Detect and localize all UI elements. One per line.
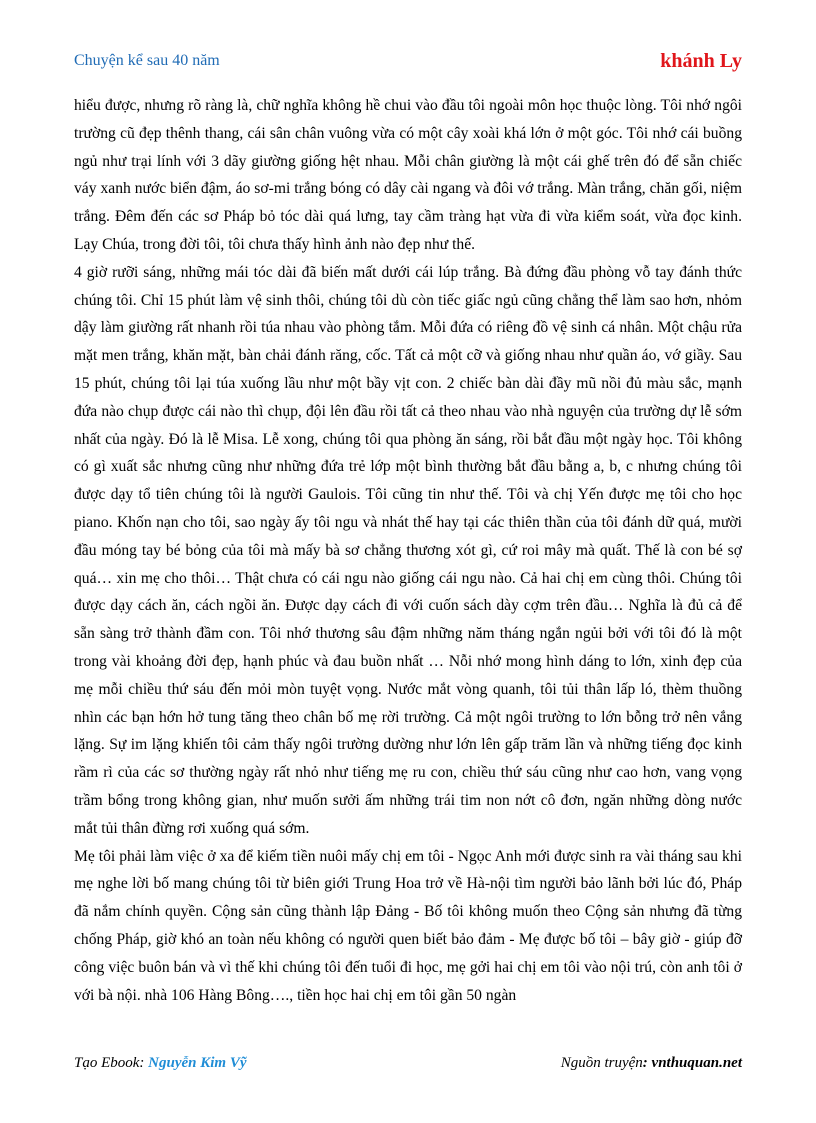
page-header: [74, 50, 742, 78]
page-footer: [74, 1055, 742, 1077]
paragraph: hiểu được, nhưng rõ ràng là, chữ nghĩa không hề chui vào đầu tôi ngoài môn học thuộc lòng. Tôi nhớ ngôi trường cũ đẹp thênh thang, cái sân chân vuông vừa có một cây xoài khá lớn ở một góc. Tôi nhớ cái buồng ngủ như trại lính với 3 dãy giường giống hệt nhau. Mỗi chân giường là một cái ghế trên đó để sẵn chiếc váy xanh nước biển đậm, áo sơ-mi trắng bóng có dây cài ngang và đôi vớ trắng. Màn trắng, chăn gối, niệm trắng. Đêm đến các sơ Pháp bỏ tóc dài quá lưng, tay cầm tràng hạt vừa đi vừa kiểm soát, vừa đọc kinh. Lạy Chúa, trong đời tôi, tôi chưa thấy hình ảnh nào đẹp như thế.: [74, 97, 742, 253]
source-site: vnthuquan.net: [651, 1055, 742, 1071]
ebook-label: Tạo Ebook: [74, 1055, 140, 1071]
ebook-creator-name: Nguyễn Kim Vỹ: [148, 1055, 247, 1071]
body-text: [74, 92, 742, 1009]
paragraph: Mẹ tôi phải làm việc ở xa để kiếm tiền nuôi mấy chị em tôi - Ngọc Anh mới được sinh ra vài tháng sau khi mẹ nghe lời bố mang chúng tôi từ biên giới Trung Hoa trở về Hà-nội tìm người bảo lãnh bởi lúc đó, Pháp đã nắm chính quyền. Cộng sản cũng thành lập Đảng - Bố tôi không muốn theo Cộng sản nhưng đã từng chống Pháp, giờ khó an toàn nếu không có người quen biết bảo đảm - Mẹ được bố tôi – bây giờ - giúp đỡ công việc buôn bán và vì thế khi chúng tôi đến tuổi đi học, mẹ gởi hai chị em tôi vào nội trú, còn anh tôi ở với bà nội. nhà 106 Hàng Bông…., tiền học hai chị em tôi gần 50 ngàn: [74, 847, 742, 1004]
book-title: Chuyện kể sau 40 năm: [74, 52, 220, 69]
paragraph: 4 giờ rưỡi sáng, những mái tóc dài đã biến mất dưới cái lúp trắng. Bà đứng đầu phòng vỗ tay đánh thức chúng tôi. Chỉ 15 phút làm vệ sinh thôi, chúng tôi dù còn tiếc giấc ngủ cũng chẳng thể làm sao hơn, nhỏm dậy làm giường rất nhanh rồi túa nhau vào phòng tắm. Mỗi đứa có riêng đồ vệ sinh cá nhân. Một chậu rửa mặt men trắng, khăn mặt, bàn chải đánh răng, cốc. Tất cả một cỡ và giống nhau như quần áo, vớ giầy. Sau 15 phút, chúng tôi lại túa xuống lầu như một bầy vịt con. 2 chiếc bàn dài đầy mũ nồi đủ màu sắc, mạnh đứa nào chụp được cái nào thì chụp, đội lên đầu rồi tất cả theo nhau vào nhà nguyện của trường dự lễ sớm nhất của ngày. Đó là lễ Misa. Lễ xong, chúng tôi qua phòng ăn sáng, rồi bắt đầu một ngày học. Tôi không có gì xuất sắc nhưng cũng như những đứa trẻ lớp một bình thường bắt đầu bằng a, b, c nhưng chúng tôi được dạy tổ tiên chúng tôi là người Gaulois. Tôi cũng tin như thế. Tôi và chị Yến được mẹ tôi cho học piano. Khốn nạn cho tôi, sao ngày ấy tôi ngu và nhát thế hay tại các thiên thần của tôi đánh dữ quá, mười đầu móng tay bé bỏng của tôi mà mấy bà sơ chẳng thương xót gì, cứ roi mây mà quất. Thế là con bé sợ quá… xin mẹ cho thôi… Thật chưa có cái ngu nào giống cái ngu nào. Cả hai chị em cùng thôi. Chúng tôi được dạy cách ăn, cách ngồi ăn. Được dạy cách đi với cuốn sách dày cợm trên đầu… Nghĩa là đủ cả để sẵn sàng trở thành đầm con. Tôi nhớ thương sâu đậm những năm tháng ngắn ngủi bởi với tôi đó là một trong vài khoảng đời đẹp, hạnh phúc và đau buồn nhất … Nỗi nhớ mong hình dáng to lớn, xinh đẹp của mẹ mỗi chiều thứ sáu đến mỏi mòn tuyệt vọng. Nước mắt vòng quanh, tôi tủi thân lấp ló, thèm thuồng nhìn các bạn hớn hở tung tăng theo chân bố mẹ rời trường. Cả một ngôi trường to lớn bỗng trở nên vắng lặng. Sự im lặng khiến tôi cảm thấy ngôi trường dường như lớn lên gấp trăm lần và những tiếng đọc kinh rầm rì của các sơ thường ngày rất nhỏ như tiếng mẹ ru con, chiều thứ sáu cũng như cao hơn, vang vọng trầm bổng trong không gian, như muốn sưởi ấm những trái tim non nớt cô đơn, ngăn những dòng nước mắt tủi thân đừng rơi xuống quá sớm.: [74, 263, 742, 837]
ebook-sep: :: [139, 1055, 149, 1071]
source-credit: [561, 1055, 742, 1072]
ebook-credit: [74, 1055, 247, 1072]
author-name: khánh Ly: [660, 50, 742, 72]
source-label: Nguồn truyện: [560, 1055, 643, 1071]
source-sep: :: [642, 1055, 652, 1071]
